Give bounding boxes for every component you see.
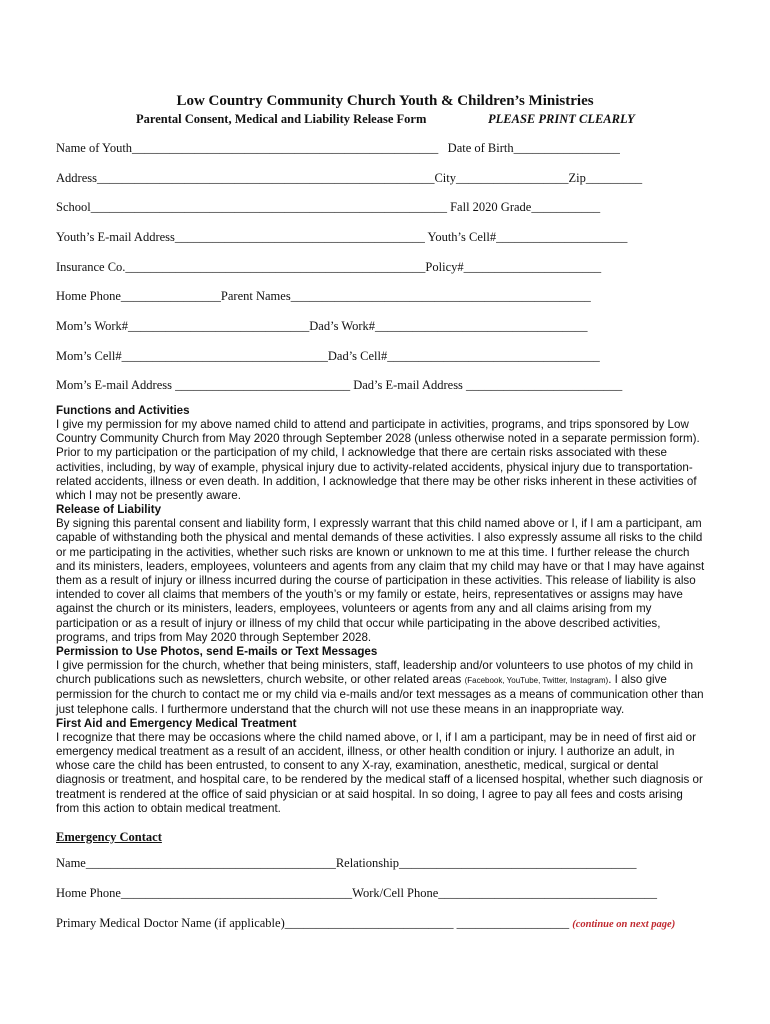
work-phone-field[interactable]: Mom’s Work#_____________________________Dad’s Work#__________________________________ <box>56 319 588 333</box>
form-title: Low Country Community Church Youth & Children’s Ministries <box>176 93 594 109</box>
firstaid-text: I recognize that there may be occasions where the child named above, or I, if I am a participant, may be in need of first aid or emergency medical treatment as a result of an accident, illness, or other health condition or injury. I authorize an adult, in whose care the child has been entrusted, to consent to any X-ray, examination, anesthetic, medical, surgical or dental diagnosis or treatment, and hospital care, to be rendered by the medical staff of a licensed hospital, whether such diagnosis or treatment is rendered at the office of said physician or at said hospital. In so doing, I agree to pay all fees and costs arising from this action to obtain medical treatment. <box>56 730 703 815</box>
form-subtitle: Parental Consent, Medical and Liability Release Form <box>136 112 427 126</box>
youth-email-field[interactable]: Youth’s E-mail Address________________________________________ Youth’s Cell#_____________________ <box>56 230 628 244</box>
school-field[interactable]: School_________________________________________________________ Fall 2020 Grade___________ <box>56 200 601 214</box>
address-field[interactable]: Address______________________________________________________City__________________Zip_________ <box>56 171 643 185</box>
print-notice: PLEASE PRINT CLEARLY <box>488 112 635 126</box>
cell-phone-field[interactable]: Mom’s Cell#_________________________________Dad’s Cell#__________________________________ <box>56 349 600 363</box>
photos-text-a: I give permission for the church, whether that being ministers, staff, leadership and/or volunteers to use photos of my child in church publications such as newsletters, church website, or other related areas <box>56 659 694 687</box>
firstaid-heading: First Aid and Emergency Medical Treatment <box>56 716 297 730</box>
functions-text: I give my permission for my above named child to attend and participate in activities, programs, and trips sponsored by Low Country Community Church from May 2020 through September 2028 (unless otherwise noted in a separate permission form). Prior to my participation or the participation of my child, I acknowledge that there are certain risks associated with these activities, including, by way of example, physical injury due to activity-related accidents, physical injury due to transportation-related accidents, illness or even death. In addition, I acknowledge that there may be other risks inherent in these activities of which I may not be presently aware. <box>56 418 700 503</box>
doctor-field-row[interactable] <box>56 916 716 931</box>
youth-name-field[interactable]: Name of Youth_________________________________________________ Date of Birth_________________ <box>56 141 620 155</box>
liability-heading: Release of Liability <box>56 503 162 517</box>
form-body <box>56 404 708 816</box>
photos-text <box>56 659 708 717</box>
continue-note: (continue on next page) <box>572 919 676 930</box>
liability-text: By signing this parental consent and liability form, I expressly warrant that this child named above or I, if I am a participant, am capable of withstanding both the physical and mental demands of these activities. I also expressly assume all risks to the child or me participating in the activities, whether such risks are known or unknown to me at this time. I further release the church and its ministers, leaders, employees, volunteers and agents from any claim that my child may have or that I may have against them as a result of injury or illness incurred during the course of participation in these activities. This release of liability is also intended to cover all claims that members of the youth’s or my family or estate, heirs, representatives or assigns may have against the church or its ministers, leaders, employees, volunteers or agents from any and all claims arising from my participation or as a result of injury or illness of my child that occur while participating in the above described activities, programs, and trips from May 2020 through September 2028. <box>56 517 705 644</box>
emergency-phone-field[interactable]: Home Phone_____________________________________Work/Cell Phone___________________________________ <box>56 886 658 900</box>
emergency-contact-heading: Emergency Contact <box>56 830 162 844</box>
emergency-name-field[interactable]: Name________________________________________Relationship______________________________________ <box>56 856 637 870</box>
doctor-field[interactable]: Primary Medical Doctor Name (if applicable)___________________________ __________________ <box>56 916 573 930</box>
photos-heading: Permission to Use Photos, send E-mails or Text Messages <box>56 645 378 659</box>
functions-heading: Functions and Activities <box>56 404 190 417</box>
home-phone-field[interactable]: Home Phone________________Parent Names________________________________________________ <box>56 289 591 303</box>
insurance-field[interactable]: Insurance Co.________________________________________________Policy#______________________ <box>56 260 602 274</box>
parent-email-field[interactable]: Mom’s E-mail Address ____________________________ Dad’s E-mail Address _________________________ <box>56 378 623 392</box>
photos-text-b: . I also give permission for the church to contact me or my child via e-mails and/or text messages as a means of communication other than just telephone calls. I furthermore understand that the church will not use these means in an inappropriate way. <box>56 673 704 716</box>
social-media-list: (Facebook, YouTube, Twitter, Instagram) <box>464 676 609 686</box>
